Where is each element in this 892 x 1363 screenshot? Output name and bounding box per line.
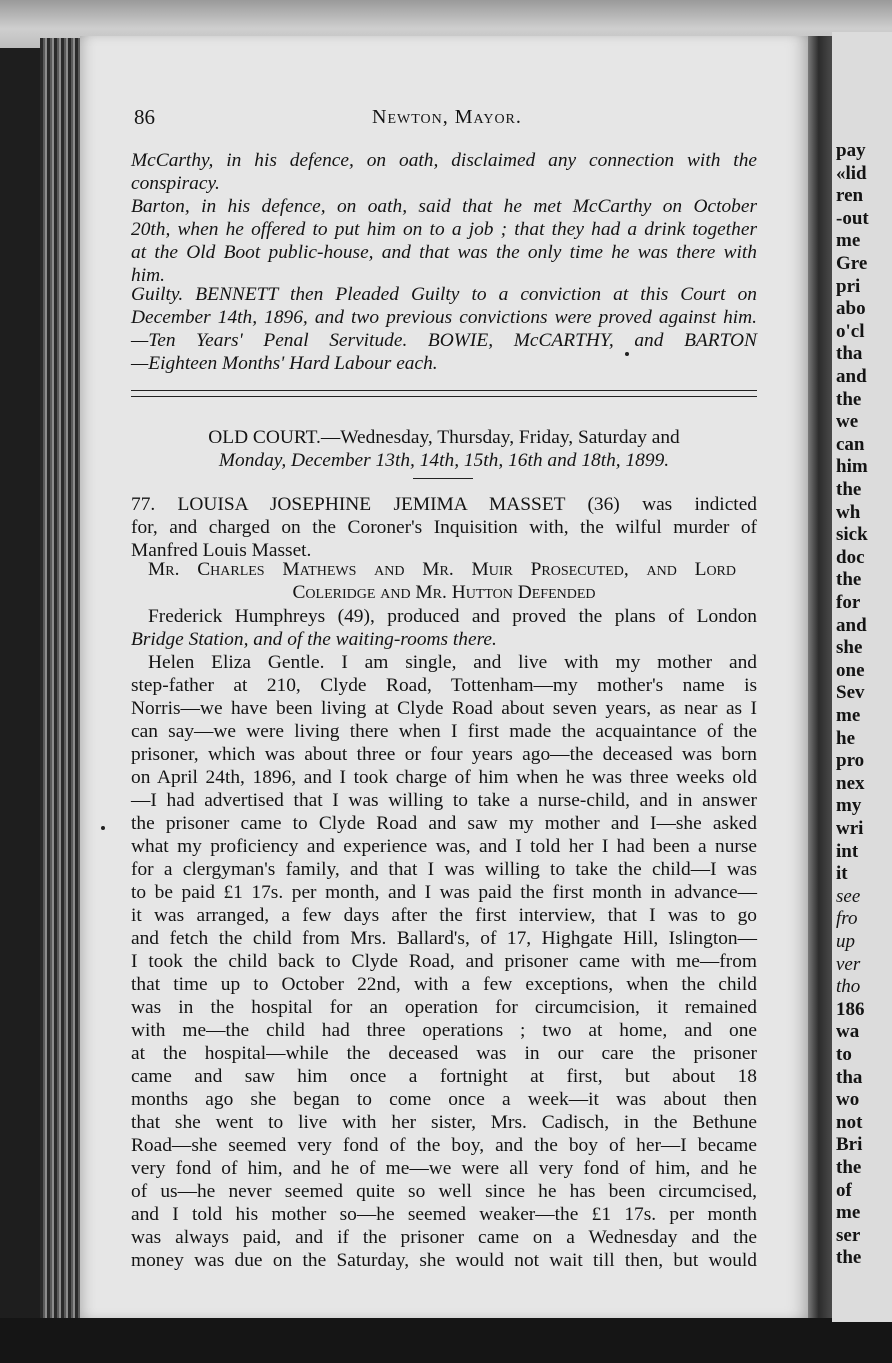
facing-page-fragment: the bbox=[836, 388, 862, 410]
facing-page-fragment: not bbox=[836, 1111, 863, 1133]
text-line: the prisoner came to Clyde Road and saw my mother and I—she asked bbox=[131, 813, 757, 834]
text-line: on April 24th, 1896, and I took charge of him when he was three weeks old bbox=[131, 767, 757, 788]
text-line: 20th, when he offered to put him on to a job ; that they had a drink together bbox=[131, 219, 757, 240]
text-line: with me—the child had three operations ; two at home, and one bbox=[131, 1020, 757, 1041]
text-line: for, and charged on the Coroner's Inquisition with, the wilful murder of bbox=[131, 517, 757, 538]
facing-page-fragment: wo bbox=[836, 1089, 860, 1111]
text-line: to be paid £1 17s. per month, and I was paid the first month in advance— bbox=[131, 882, 757, 903]
book-spine bbox=[40, 38, 80, 1318]
counsel-line: Coleridge and Mr. Hutton Defended bbox=[292, 582, 596, 603]
facing-page-fragment: ver bbox=[836, 953, 861, 975]
facing-page-fragment: wri bbox=[836, 818, 864, 839]
facing-page-fragment: Gre bbox=[836, 253, 868, 274]
text-line: —I had advertised that I was willing to take a nurse-child, and in answer bbox=[131, 790, 757, 811]
text-line: came and saw him once a fortnight at first, but about 18 bbox=[131, 1066, 757, 1087]
text-line: that she went to live with her sister, Mrs. Cadisch, in the Bethune bbox=[131, 1112, 757, 1133]
facing-page-fragment: int bbox=[836, 840, 859, 862]
text-line: of us—he never seemed quite so well since he has been circumcised, bbox=[131, 1181, 757, 1202]
facing-page-fragment: the bbox=[836, 1157, 862, 1178]
facing-page-fragment: she bbox=[836, 637, 863, 659]
running-head bbox=[372, 106, 522, 129]
facing-page-fragment: it bbox=[836, 863, 848, 885]
facing-page-fragment: pri bbox=[836, 275, 861, 297]
facing-page-fragment: he bbox=[836, 727, 855, 749]
verdict-line: December 14th, 1896, and two previous convictions were proved against him. bbox=[131, 307, 757, 328]
facing-page-fragment: Sev bbox=[836, 682, 865, 704]
facing-page-fragment: ser bbox=[836, 1224, 861, 1246]
facing-page-fragment: wh bbox=[836, 501, 861, 523]
facing-page-fragment: abo bbox=[836, 298, 866, 320]
text-line: prisoner, which was about three or four years ago—the deceased was born bbox=[131, 744, 757, 765]
page-gutter bbox=[808, 36, 832, 1318]
facing-page-fragment: 186 bbox=[836, 998, 865, 1020]
facing-page-fragment: wa bbox=[836, 1021, 860, 1043]
running-head-text: Newton, Mayor. bbox=[372, 106, 522, 128]
heading-rule bbox=[413, 478, 473, 479]
section-rule bbox=[131, 396, 757, 397]
facing-page-fragment: Bri bbox=[836, 1134, 863, 1156]
counsel-line: Mr. Charles Mathews and Mr. Muir Prosecuted, and Lord bbox=[148, 559, 736, 580]
text-line: step-father at 210, Clyde Road, Tottenham—my mother's name is bbox=[131, 675, 757, 696]
witness-line: Helen Eliza Gentle. I am single, and live with my mother and bbox=[148, 652, 757, 673]
facing-page-fragment: up bbox=[836, 931, 855, 952]
facing-page-fragment: pro bbox=[836, 750, 865, 772]
case-title: 77. LOUISA JOSEPHINE JEMIMA MASSET (36) was indicted bbox=[131, 494, 757, 515]
text-line: was in the hospital for an operation for circumcision, it remained bbox=[131, 997, 757, 1018]
facing-page-fragment: doc bbox=[836, 546, 865, 568]
text-line: Norris—we have been living at Clyde Road about seven years, as near as I bbox=[131, 698, 757, 719]
scan-bottom-edge bbox=[0, 1318, 892, 1363]
facing-page-fragment: sick bbox=[836, 524, 868, 546]
text-line: that time up to October 22nd, with a few exceptions, when the child bbox=[131, 974, 757, 995]
facing-page-fragment: pay bbox=[836, 140, 866, 161]
facing-page-fragment: «lid bbox=[836, 162, 867, 184]
text-line: can say—we were living there when I first made the acquaintance of the bbox=[131, 721, 757, 742]
facing-page-fragment: the bbox=[836, 479, 862, 500]
witness-line: Frederick Humphreys (49), produced and proved the plans of London bbox=[148, 606, 757, 627]
page-number: 86 bbox=[134, 105, 155, 129]
facing-page-fragment: tha bbox=[836, 1066, 863, 1088]
session-heading: OLD COURT.—Wednesday, Thursday, Friday, Saturday and bbox=[208, 427, 680, 448]
facing-page-fragment: him bbox=[836, 456, 868, 478]
verdict-line: Guilty. BENNETT then Pleaded Guilty to a conviction at this Court on bbox=[131, 284, 757, 305]
text-line: conspiracy. bbox=[131, 173, 220, 194]
text-line: and fetch the child from Mrs. Ballard's, of 17, Highgate Hill, Islington— bbox=[131, 928, 757, 949]
facing-page-fragment: for bbox=[836, 592, 861, 613]
text-line: McCarthy, in his defence, on oath, disclaimed any connection with the bbox=[131, 150, 757, 171]
section-rule bbox=[131, 390, 757, 391]
facing-page-fragment: can bbox=[836, 433, 865, 455]
facing-page-fragment: to bbox=[836, 1044, 852, 1065]
facing-page-fragment: of bbox=[836, 1179, 852, 1201]
facing-page-fragment: tha bbox=[836, 343, 863, 365]
text-line: Manfred Louis Masset. bbox=[131, 540, 312, 561]
facing-page-fragment: fro bbox=[836, 908, 858, 930]
sentence-line: —Eighteen Months' Hard Labour each. bbox=[131, 353, 438, 374]
facing-page-fragment: tho bbox=[836, 976, 861, 998]
ink-speck bbox=[101, 826, 105, 830]
facing-page-fragment: me bbox=[836, 1202, 861, 1224]
text-line: Road—she seemed very fond of the boy, and the boy of her—I became bbox=[131, 1135, 757, 1156]
facing-page-fragment: -out bbox=[836, 207, 869, 229]
facing-page-fragment: my bbox=[836, 795, 862, 817]
text-line: was always paid, and if the prisoner came on a Wednesday and the bbox=[131, 1227, 757, 1248]
facing-page-fragment: we bbox=[836, 411, 859, 433]
facing-page-fragment: one bbox=[836, 659, 865, 681]
text-line: money was due on the Saturday, she would not wait till then, but would bbox=[131, 1250, 757, 1271]
facing-page-fragment: me bbox=[836, 230, 861, 252]
text-line: I took the child back to Clyde Road, and prisoner came with me—from bbox=[131, 951, 757, 972]
facing-page-fragment: and bbox=[836, 366, 867, 387]
text-line: months ago she began to come once a week—it was about then bbox=[131, 1089, 757, 1110]
text-line: Barton, in his defence, on oath, said that he met McCarthy on October bbox=[131, 196, 757, 217]
facing-page-fragment: and bbox=[836, 614, 867, 636]
text-line: for a clergyman's family, and that I was willing to take the child—I was bbox=[131, 859, 757, 880]
text-line: it was arranged, a few days after the first interview, that I was to go bbox=[131, 905, 757, 926]
text-line: very fond of him, and he of me—we were all very fond of him, and he bbox=[131, 1158, 757, 1179]
text-line: at the Old Boot public-house, and that was the only time he was there with bbox=[131, 242, 757, 263]
facing-page bbox=[832, 32, 892, 1322]
facing-page-fragment: ren bbox=[836, 185, 864, 207]
text-line: at the hospital—while the deceased was in our care the prisoner bbox=[131, 1043, 757, 1064]
ink-speck bbox=[625, 352, 629, 356]
facing-page-fragment: see bbox=[836, 885, 861, 907]
session-dates: Monday, December 13th, 14th, 15th, 16th and 18th, 1899. bbox=[218, 450, 670, 471]
facing-page-fragment: o'cl bbox=[836, 320, 865, 342]
facing-page-fragment: the bbox=[836, 569, 862, 591]
facing-page-fragment: the bbox=[836, 1247, 862, 1269]
facing-page-fragment: me bbox=[836, 705, 861, 726]
text-line: and I told his mother so—he seemed weaker—the £1 17s. per month bbox=[131, 1204, 757, 1225]
facing-page-fragment: nex bbox=[836, 772, 865, 794]
sentence-line: —Ten Years' Penal Servitude. BOWIE, McCARTHY, and BARTON bbox=[131, 330, 757, 351]
text-line: Bridge Station, and of the waiting-rooms there. bbox=[131, 629, 497, 650]
text-line: him. bbox=[131, 265, 165, 286]
text-line: what my proficiency and experience was, and I told her I had been a nurse bbox=[131, 836, 757, 857]
